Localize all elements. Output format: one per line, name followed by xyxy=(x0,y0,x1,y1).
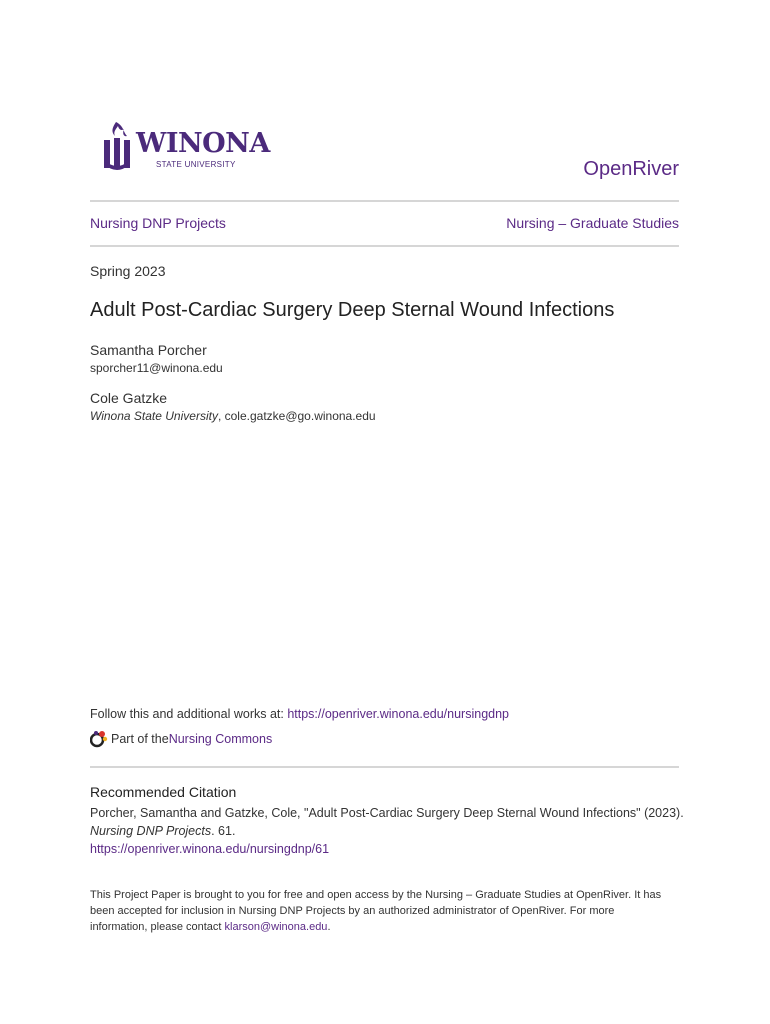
publication-date: Spring 2023 xyxy=(90,263,166,279)
contact-email-link[interactable]: klarson@winona.edu xyxy=(224,921,328,933)
author-email: sporcher11@winona.edu xyxy=(90,361,223,375)
access-text: This Project Paper is brought to you for free and open access by the Nursing – Graduate Studies at OpenRiver. It has been accepted for inclusion in Nursing DNP Projects by an authorized administrator of OpenRiver. For more information, please contact xyxy=(90,889,662,933)
citation-number: . 61. xyxy=(211,824,236,838)
citation-url-link[interactable]: https://openriver.winona.edu/nursingdnp/61 xyxy=(90,842,330,856)
author-affiliation-line xyxy=(90,409,376,423)
logo-wordmark: WINONA xyxy=(136,128,270,159)
logo-subtitle: STATE UNIVERSITY xyxy=(156,160,236,169)
divider xyxy=(90,200,679,202)
citation-series: Nursing DNP Projects xyxy=(90,824,212,838)
citation-text: Porcher, Samantha and Gatzke, Cole, "Adult Post-Cardiac Surgery Deep Sternal Wound Infections" (2023). xyxy=(90,806,684,820)
collection-url-link[interactable]: https://openriver.winona.edu/nursingdnp xyxy=(287,707,510,721)
part-of-label: Part of the xyxy=(111,732,169,746)
site-name[interactable]: OpenRiver xyxy=(583,158,679,180)
access-statement xyxy=(90,887,670,935)
series-link[interactable]: Nursing DNP Projects xyxy=(90,215,226,231)
citation-body xyxy=(90,804,690,858)
follow-line xyxy=(90,707,509,721)
author-affiliation: Winona State University xyxy=(90,409,218,423)
author-name: Samantha Porcher xyxy=(90,342,207,358)
citation-heading: Recommended Citation xyxy=(90,784,237,800)
nursing-commons-link[interactable]: Nursing Commons xyxy=(168,732,273,746)
department-link[interactable]: Nursing – Graduate Studies xyxy=(506,215,679,231)
part-of-line xyxy=(90,730,272,748)
separator: , xyxy=(217,409,225,423)
divider xyxy=(90,245,679,247)
divider xyxy=(90,766,679,768)
follow-label: Follow this and additional works at: xyxy=(90,707,288,721)
author-name: Cole Gatzke xyxy=(90,390,168,406)
author-email: cole.gatzke@go.winona.edu xyxy=(224,409,376,423)
access-text-end: . xyxy=(327,921,331,933)
paper-title: Adult Post-Cardiac Surgery Deep Sternal Wound Infections xyxy=(90,299,615,321)
network-commons-icon xyxy=(90,730,108,748)
